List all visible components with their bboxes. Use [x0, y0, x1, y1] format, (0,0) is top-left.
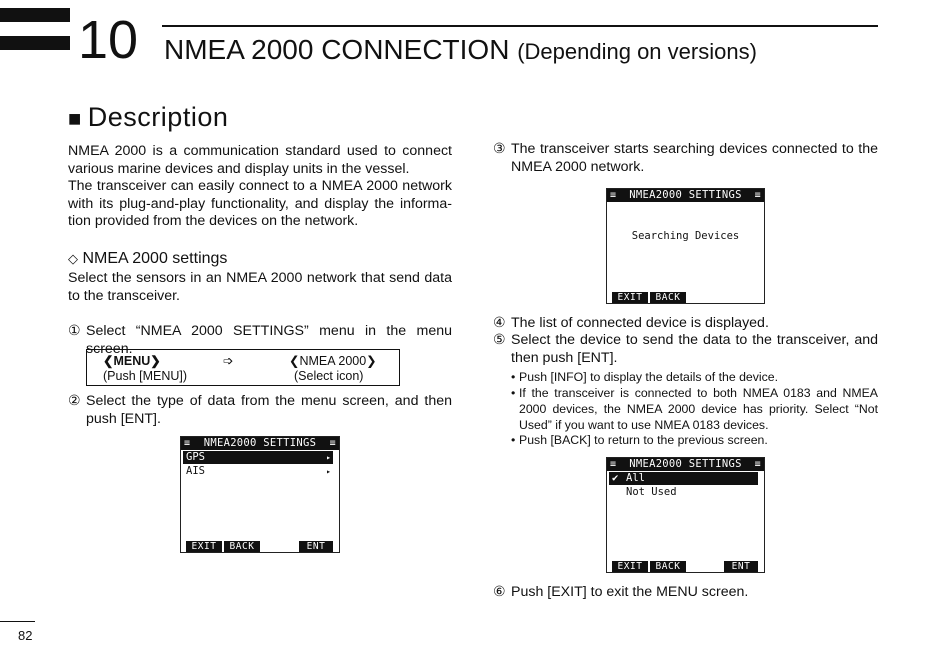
list-item-gps[interactable] [183, 451, 333, 464]
lcd-header [181, 437, 339, 450]
settings-title: NMEA 2000 settings [82, 250, 228, 267]
lcd-header [607, 189, 764, 202]
bullet-item [511, 385, 878, 433]
list-item-label: GPS [186, 451, 205, 463]
step-6 [493, 584, 878, 602]
bullet-text: If the transceiver is connected to both NMEA 0183 and NMEA 2000 devices, the NMEA 2000 device has priority. Select “Not Used” if you want to use NMEA 0183 devices. [519, 386, 878, 432]
menu-icon: ≡ [329, 438, 336, 449]
step-number: ② [68, 393, 81, 409]
step-text: Select the type of data from the menu screen, and then push [ENT]. [86, 393, 452, 427]
list-item-label: All [626, 472, 645, 484]
step-text: The list of connected device is displayed. [511, 315, 769, 331]
square-bullet-icon: ■ [68, 106, 82, 131]
back-key[interactable]: BACK [224, 541, 260, 552]
chapter-subtitle: (Depending on versions) [517, 39, 757, 64]
menu-icon: ≡ [754, 459, 761, 470]
nav-arrow-icon: ➩ [223, 354, 234, 368]
back-key[interactable]: BACK [650, 292, 686, 303]
searching-message: Searching Devices [631, 230, 740, 242]
menu-icon: ≡ [610, 190, 617, 201]
nav-menu-key: ❮MENU❯ [103, 354, 161, 368]
bullet-dot: • [511, 433, 516, 447]
menu-icon: ≡ [610, 459, 617, 470]
nav-menu-hint: (Push [MENU]) [103, 369, 188, 383]
bullet-dot: • [511, 386, 516, 400]
step-number: ⑥ [493, 584, 506, 600]
ent-key[interactable]: ENT [724, 561, 758, 572]
bullet-text: Push [BACK] to return to the previous screen. [519, 433, 768, 447]
list-item-not-used[interactable] [609, 486, 758, 499]
list-item-label: Not Used [626, 486, 677, 498]
list-item-label: AIS [186, 465, 205, 477]
bullet-item [511, 369, 878, 385]
settings-intro: Select the sensors in an NMEA 2000 network that send data to the transceiver. [68, 270, 452, 304]
chapter-number: 10 [78, 10, 139, 70]
diamond-marker-icon: ◇ [68, 251, 78, 266]
section-title: Description [87, 102, 229, 132]
description-paragraph-1: NMEA 2000 is a communication standard used to connect various marine devices and display units in the vessel. [68, 143, 452, 177]
lcd-screen-device-list [606, 457, 765, 573]
menu-navigation-box [86, 349, 400, 386]
section-heading [68, 99, 228, 137]
list-item-ais[interactable] [183, 465, 333, 478]
list-item-all[interactable] [609, 472, 758, 485]
chapter-title [164, 30, 757, 72]
checkmark-icon: ✔ [612, 472, 619, 484]
chevron-right-icon: ▸ [326, 453, 331, 462]
ent-key[interactable]: ENT [299, 541, 333, 552]
menu-icon: ≡ [184, 438, 191, 449]
step-5 [493, 332, 878, 367]
step-text: Select “NMEA 2000 SETTINGS” menu in the menu screen. [86, 323, 452, 357]
exit-key[interactable]: EXIT [186, 541, 222, 552]
chapter-tab-bar [0, 36, 70, 50]
step-number: ⑤ [493, 332, 506, 348]
lcd-screen-searching [606, 188, 765, 304]
step-text: The transceiver starts searching devices connected to the NMEA 2000 network. [511, 141, 878, 175]
back-key[interactable]: BACK [650, 561, 686, 572]
step-number: ④ [493, 315, 506, 331]
lcd-screen-type-menu [180, 436, 340, 553]
exit-key[interactable]: EXIT [612, 561, 648, 572]
lcd-header-title: NMEA2000 SETTINGS [629, 189, 742, 201]
lcd-header-title: NMEA2000 SETTINGS [203, 437, 317, 449]
step-2 [68, 393, 452, 428]
step-text: Push [EXIT] to exit the MENU screen. [511, 584, 749, 600]
settings-heading [68, 249, 227, 269]
bullet-text: Push [INFO] to display the details of the device. [519, 370, 779, 384]
page-number: 82 [18, 628, 33, 643]
chapter-title-main: NMEA 2000 CONNECTION [164, 34, 510, 65]
chevron-right-icon: ▸ [326, 467, 331, 476]
step-text: Select the device to send the data to the transceiver, and then push [ENT]. [511, 332, 878, 366]
nav-target-hint: (Select icon) [294, 369, 364, 383]
chapter-rule [162, 25, 878, 27]
description-paragraph-2: The transceiver can easily connect to a NMEA 2000 network with its plug-and-play functionality, and display the informa-tion provided from the devices on the network. [68, 178, 452, 229]
exit-key[interactable]: EXIT [612, 292, 648, 303]
bullet-item [511, 432, 878, 448]
step-3 [493, 141, 878, 176]
nav-target: ❮NMEA 2000❯ [289, 354, 377, 368]
lcd-header-title: NMEA2000 SETTINGS [629, 458, 742, 470]
chapter-tab-bar [0, 8, 70, 22]
step-4 [493, 315, 878, 333]
menu-icon: ≡ [754, 190, 761, 201]
step-number: ③ [493, 141, 506, 157]
step-number: ① [68, 323, 81, 339]
bullet-dot: • [511, 370, 516, 384]
page-footer-rule [0, 621, 35, 622]
lcd-header [607, 458, 764, 471]
